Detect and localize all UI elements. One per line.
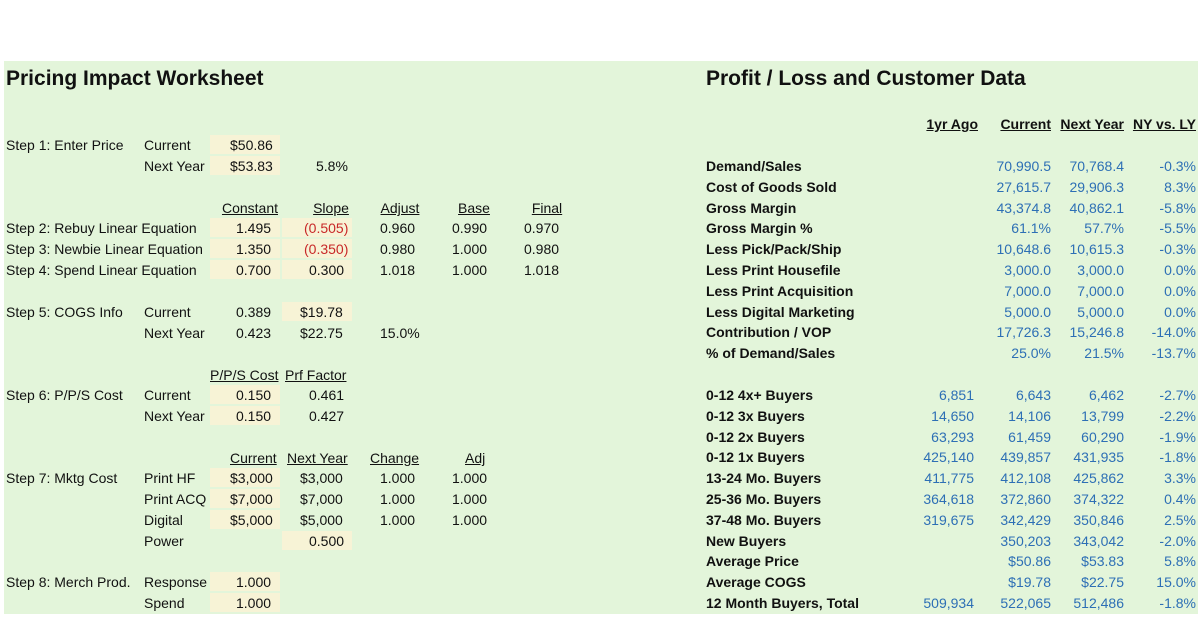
right-title: Profit / Loss and Customer Data xyxy=(706,67,1026,90)
mktg-power-value[interactable]: 0.500 xyxy=(309,533,345,549)
step3-constant[interactable]: 1.350 xyxy=(236,241,272,257)
step1-current-price[interactable]: $50.86 xyxy=(230,137,273,153)
step3-slope[interactable]: (0.350) xyxy=(304,241,349,257)
step8-label: Step 8: Merch Prod. xyxy=(6,574,131,590)
step4-slope[interactable]: 0.300 xyxy=(309,262,345,278)
row-ny-vs-ly: -1.8% xyxy=(1159,449,1196,466)
row-next-year: $53.83 xyxy=(1081,553,1124,570)
row-ny-vs-ly: -1.9% xyxy=(1159,428,1196,445)
header-mktg-change: Change xyxy=(370,450,420,466)
step2-slope[interactable]: (0.505) xyxy=(304,220,349,236)
row-current: 43,374.8 xyxy=(996,199,1051,216)
row-label: New Buyers xyxy=(706,532,787,549)
row-current: 439,857 xyxy=(1000,449,1051,466)
row-label: Less Print Housefile xyxy=(706,262,841,278)
mktg-row-adj: 1.000 xyxy=(452,491,488,507)
row-1yr-ago: 364,618 xyxy=(923,491,974,507)
row-1yr-ago: 14,650 xyxy=(931,407,974,424)
row-current: 5,000.0 xyxy=(1004,303,1051,320)
step1-pct: 5.8% xyxy=(316,158,348,174)
row-label: 0-12 3x Buyers xyxy=(706,407,805,424)
row-1yr-ago: 425,140 xyxy=(923,449,974,466)
mktg-row-name: Print HF xyxy=(144,470,196,486)
step6-current-factor: 0.461 xyxy=(309,387,345,403)
step6-current-cost[interactable]: 0.150 xyxy=(236,387,272,403)
row-next-year: 431,935 xyxy=(1073,449,1124,466)
mktg-row-current[interactable]: $5,000 xyxy=(230,512,273,528)
row-next-year: 3,000.0 xyxy=(1077,262,1124,278)
row-next-year: 70,768.4 xyxy=(1069,158,1124,174)
row-current: $50.86 xyxy=(1008,553,1051,570)
mktg-row-current[interactable]: $3,000 xyxy=(230,470,273,486)
row-next-year: 21.5% xyxy=(1084,345,1124,362)
step8-response[interactable]: 1.000 xyxy=(236,574,272,590)
step6-current-label: Current xyxy=(144,387,191,403)
row-ny-vs-ly: -14.0% xyxy=(1151,324,1196,341)
row-label: 0-12 4x+ Buyers xyxy=(706,387,814,403)
row-next-year: $22.75 xyxy=(1081,574,1124,591)
step5-next-ratio: 0.423 xyxy=(236,325,272,341)
step1-next-label: Next Year xyxy=(144,158,205,174)
step3-adjust: 0.980 xyxy=(380,241,416,257)
row-label: Gross Margin % xyxy=(706,220,813,237)
row-ny-vs-ly: -13.7% xyxy=(1151,345,1196,362)
row-current: 522,065 xyxy=(1000,595,1051,611)
step4-final: 1.018 xyxy=(524,262,560,278)
row-ny-vs-ly: 0.0% xyxy=(1164,282,1196,299)
row-label: Average Price xyxy=(706,553,799,570)
row-current: 412,108 xyxy=(1000,470,1051,487)
mktg-row-name: Print ACQ xyxy=(144,491,207,507)
header-mktg-next: Next Year xyxy=(287,450,348,466)
row-ny-vs-ly: 15.0% xyxy=(1156,574,1196,591)
step2-adjust: 0.960 xyxy=(380,220,416,236)
row-label: 25-36 Mo. Buyers xyxy=(706,491,822,507)
header-base: Base xyxy=(458,200,490,216)
row-ny-vs-ly: 8.3% xyxy=(1164,178,1196,195)
mktg-row-current[interactable]: $7,000 xyxy=(230,491,273,507)
mktg-row-change: 1.000 xyxy=(380,470,416,486)
step2-final: 0.970 xyxy=(524,220,560,236)
step5-next-amt[interactable]: $22.75 xyxy=(300,325,343,341)
step5-current-ratio: 0.389 xyxy=(236,304,272,320)
row-ny-vs-ly: 2.5% xyxy=(1164,511,1196,528)
step2-constant[interactable]: 1.495 xyxy=(236,220,272,236)
row-next-year: 7,000.0 xyxy=(1077,282,1124,299)
row-ny-vs-ly: -0.3% xyxy=(1159,158,1196,174)
row-current: 61.1% xyxy=(1011,220,1051,237)
row-next-year: 350,846 xyxy=(1073,511,1124,528)
mktg-row-next: $3,000 xyxy=(300,470,343,486)
row-current: 350,203 xyxy=(1000,532,1051,549)
row-1yr-ago: 509,934 xyxy=(923,595,974,611)
step5-next-label: Next Year xyxy=(144,325,205,341)
header-1yr-ago: 1yr Ago xyxy=(926,116,978,132)
row-label: Average COGS xyxy=(706,574,806,591)
step6-next-factor: 0.427 xyxy=(309,408,345,424)
row-current: 10,648.6 xyxy=(996,241,1051,258)
step1-next-price[interactable]: $53.83 xyxy=(230,158,273,174)
mktg-power-label: Power xyxy=(144,533,184,549)
row-ny-vs-ly: -2.2% xyxy=(1159,407,1196,424)
row-current: 61,459 xyxy=(1008,428,1051,445)
step2-label: Step 2: Rebuy Linear Equation xyxy=(6,220,197,236)
left-title: Pricing Impact Worksheet xyxy=(6,67,264,90)
row-current: 14,106 xyxy=(1008,407,1051,424)
row-current: 70,990.5 xyxy=(996,158,1051,174)
row-current: 7,000.0 xyxy=(1004,282,1051,299)
row-current: 372,860 xyxy=(1000,491,1051,507)
header-next-year: Next Year xyxy=(1060,116,1124,132)
mktg-row-next: $7,000 xyxy=(300,491,343,507)
row-label: 0-12 1x Buyers xyxy=(706,449,805,466)
mktg-row-name: Digital xyxy=(144,512,183,528)
step3-final: 0.980 xyxy=(524,241,560,257)
row-next-year: 6,462 xyxy=(1088,387,1124,403)
header-constant: Constant xyxy=(221,200,279,216)
row-ny-vs-ly: -2.0% xyxy=(1159,532,1196,549)
step4-adjust: 1.018 xyxy=(380,262,416,278)
step6-next-label: Next Year xyxy=(144,408,205,424)
step2-base: 0.990 xyxy=(452,220,488,236)
row-label: Gross Margin xyxy=(706,199,797,216)
row-current: 17,726.3 xyxy=(996,324,1051,341)
row-ny-vs-ly: 5.8% xyxy=(1164,553,1196,570)
header-slope: Slope xyxy=(313,200,349,216)
mktg-row-change: 1.000 xyxy=(380,491,416,507)
step6-next-cost[interactable]: 0.150 xyxy=(236,408,272,424)
header-current: Current xyxy=(1000,116,1051,132)
step7-label: Step 7: Mktg Cost xyxy=(6,470,118,486)
step4-base: 1.000 xyxy=(452,262,488,278)
header-ny-vs-ly: NY vs. LY xyxy=(1132,116,1196,132)
step5-pct: 15.0% xyxy=(380,325,420,341)
row-ny-vs-ly: -1.8% xyxy=(1159,595,1196,611)
step1-label: Step 1: Enter Price xyxy=(6,137,124,153)
step4-constant[interactable]: 0.700 xyxy=(236,262,272,278)
header-pps-cost: P/P/S Cost xyxy=(210,367,279,383)
row-label: Less Pick/Pack/Ship xyxy=(706,241,842,258)
row-current: 27,615.7 xyxy=(996,178,1051,195)
step3-label: Step 3: Newbie Linear Equation xyxy=(6,241,203,257)
row-label: Demand/Sales xyxy=(706,158,802,174)
row-ny-vs-ly: -5.8% xyxy=(1159,199,1196,216)
row-label: 0-12 2x Buyers xyxy=(706,428,805,445)
row-1yr-ago: 319,675 xyxy=(923,511,974,528)
row-1yr-ago: 411,775 xyxy=(924,470,974,487)
row-label: 37-48 Mo. Buyers xyxy=(706,511,822,528)
row-next-year: 10,615.3 xyxy=(1069,241,1124,258)
row-current: 3,000.0 xyxy=(1004,262,1051,278)
row-ny-vs-ly: -5.5% xyxy=(1159,220,1196,237)
row-ny-vs-ly: -2.7% xyxy=(1159,387,1196,403)
step4-label: Step 4: Spend Linear Equation xyxy=(6,262,197,278)
mktg-row-adj: 1.000 xyxy=(452,512,488,528)
header-prf-factor: Prf Factor xyxy=(285,367,347,383)
mktg-row-next: $5,000 xyxy=(300,512,343,528)
step8-spend-label: Spend xyxy=(144,595,185,611)
row-label: Less Digital Marketing xyxy=(706,303,855,320)
mktg-row-adj: 1.000 xyxy=(452,470,488,486)
row-label: Less Print Acquisition xyxy=(706,282,854,299)
row-current: $19.78 xyxy=(1008,574,1051,591)
step8-response-label: Response xyxy=(144,574,208,590)
row-label: Cost of Goods Sold xyxy=(706,178,837,195)
row-next-year: 13,799 xyxy=(1081,407,1124,424)
row-current: 25.0% xyxy=(1011,345,1051,362)
row-next-year: 60,290 xyxy=(1081,428,1124,445)
row-label: Contribution / VOP xyxy=(706,324,832,341)
header-final: Final xyxy=(531,200,563,216)
row-label: % of Demand/Sales xyxy=(706,345,836,362)
step8-spend[interactable]: 1.000 xyxy=(236,595,272,611)
header-mktg-adj: Adj xyxy=(465,450,486,466)
row-ny-vs-ly: 0.0% xyxy=(1164,303,1196,320)
step5-current-amt: $19.78 xyxy=(300,304,343,320)
row-next-year: 29,906.3 xyxy=(1069,178,1124,195)
row-1yr-ago: 63,293 xyxy=(931,428,974,445)
row-next-year: 343,042 xyxy=(1073,532,1124,549)
header-mktg-current: Current xyxy=(230,450,277,466)
step5-label: Step 5: COGS Info xyxy=(6,304,123,320)
row-next-year: 374,322 xyxy=(1073,491,1124,507)
row-next-year: 15,246.8 xyxy=(1069,324,1124,341)
row-ny-vs-ly: 0.0% xyxy=(1164,262,1196,278)
step5-current-label: Current xyxy=(144,304,191,320)
row-1yr-ago: 6,851 xyxy=(938,387,974,403)
row-next-year: 57.7% xyxy=(1084,220,1124,237)
mktg-row-change: 1.000 xyxy=(380,512,416,528)
row-next-year: 425,862 xyxy=(1073,470,1124,487)
step6-label: Step 6: P/P/S Cost xyxy=(6,387,123,403)
row-next-year: 40,862.1 xyxy=(1069,199,1124,216)
row-next-year: 512,486 xyxy=(1073,595,1124,611)
row-next-year: 5,000.0 xyxy=(1077,303,1124,320)
row-label: 13-24 Mo. Buyers xyxy=(706,470,822,487)
step3-base: 1.000 xyxy=(452,241,488,257)
row-ny-vs-ly: 0.4% xyxy=(1164,491,1196,507)
row-label: 12 Month Buyers, Total xyxy=(706,595,859,611)
row-current: 6,643 xyxy=(1015,387,1051,403)
worksheet xyxy=(4,61,1198,614)
row-ny-vs-ly: 3.3% xyxy=(1164,470,1196,487)
row-ny-vs-ly: -0.3% xyxy=(1159,241,1196,258)
row-current: 342,429 xyxy=(1000,511,1051,528)
step1-current-label: Current xyxy=(144,137,191,153)
header-adjust: Adjust xyxy=(380,200,420,216)
